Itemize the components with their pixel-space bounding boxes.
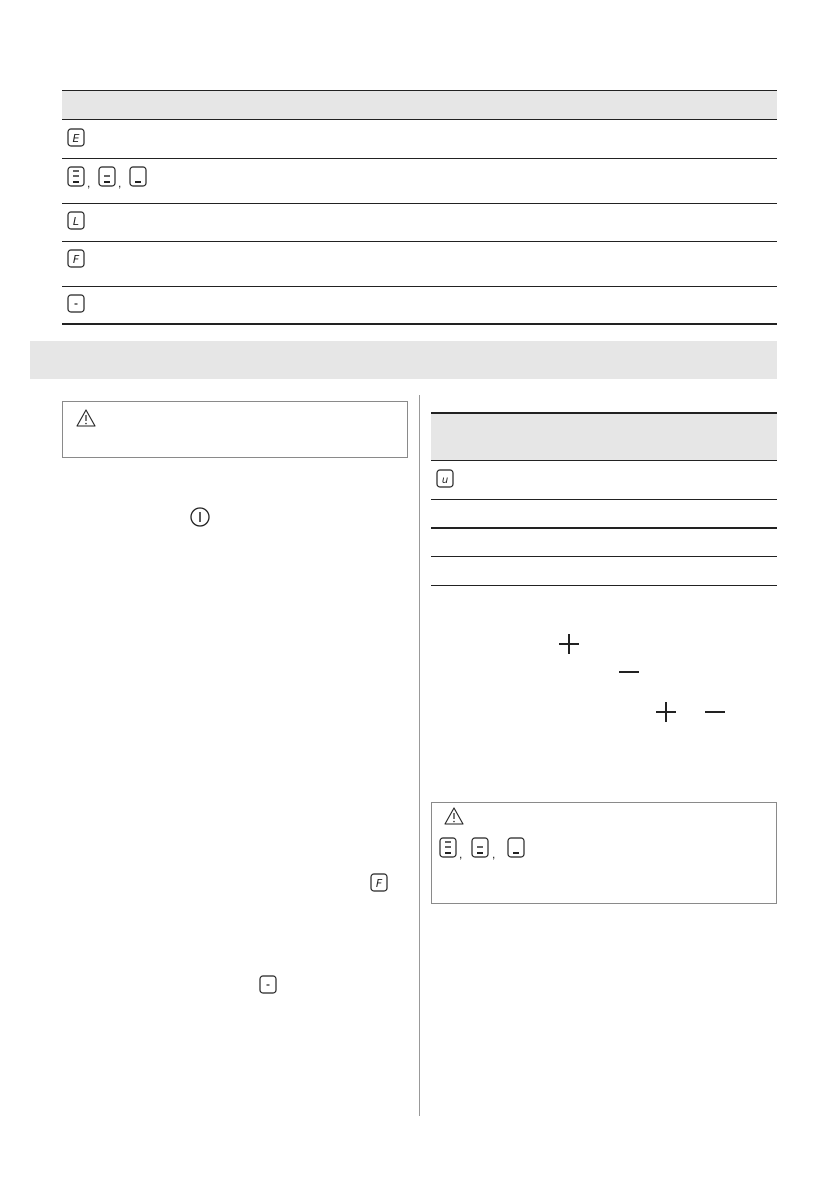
top-table-header — [62, 90, 777, 120]
svg-text:F: F — [375, 877, 383, 890]
minus-icon — [617, 660, 641, 684]
warning-triangle-icon — [443, 806, 465, 826]
plus-icon — [654, 700, 678, 724]
warning-triangle-icon — [75, 408, 97, 428]
display-f-icon — [66, 249, 86, 269]
display-residual-heat-3-icon — [438, 837, 458, 859]
svg-text:u: u — [441, 475, 449, 486]
separator-comma: , — [492, 847, 496, 861]
table-bottom-rule — [62, 323, 777, 325]
display-residual-heat-2-icon — [97, 166, 117, 188]
minus-icon — [703, 700, 727, 724]
power-on-off-icon — [189, 506, 211, 528]
table-row-divider — [431, 527, 777, 529]
display-u-icon — [435, 469, 455, 489]
svg-text:E: E — [72, 132, 80, 145]
table-row-divider — [431, 499, 777, 500]
table-row-divider — [62, 241, 777, 242]
display-dash-icon — [258, 975, 278, 995]
table-row-divider — [62, 158, 777, 159]
svg-text:L: L — [72, 215, 80, 228]
column-divider — [419, 395, 420, 1116]
display-e-icon — [66, 128, 86, 148]
separator-comma: , — [459, 847, 463, 861]
display-residual-heat-2-icon — [470, 837, 490, 859]
section-heading-bar — [30, 341, 777, 379]
display-dash-icon — [66, 294, 86, 314]
warning-box — [431, 802, 777, 904]
separator-comma: , — [118, 176, 122, 190]
table-row-divider — [62, 286, 777, 287]
svg-text:F: F — [72, 253, 80, 266]
right-table-header — [431, 412, 777, 461]
display-residual-heat-3-icon — [66, 166, 86, 188]
table-row-divider — [431, 556, 777, 557]
display-f-icon — [369, 873, 389, 893]
plus-icon — [557, 632, 581, 656]
table-row-divider — [431, 585, 777, 586]
table-row-divider — [62, 203, 777, 204]
warning-box — [62, 401, 408, 458]
separator-comma: , — [87, 176, 91, 190]
display-l-icon — [66, 211, 86, 231]
display-residual-heat-1-icon — [506, 837, 526, 859]
display-residual-heat-1-icon — [128, 166, 148, 188]
